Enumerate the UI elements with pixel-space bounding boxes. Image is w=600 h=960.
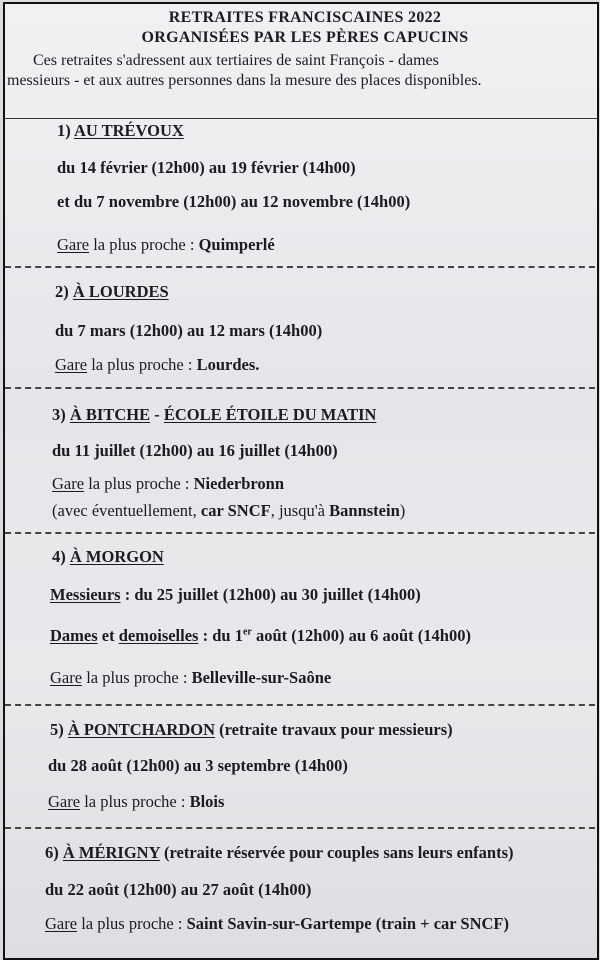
gare-suffix: la plus proche : (80, 792, 190, 811)
gare-line (55, 355, 259, 375)
section-heading (52, 405, 376, 425)
date-line (50, 626, 471, 646)
section-number: 4) (52, 547, 70, 566)
gare-suffix: la plus proche : (82, 668, 192, 687)
note-bold: Bannstein (329, 501, 400, 520)
gare-note (52, 501, 405, 521)
section-number: 2) (55, 282, 73, 301)
gare-suffix: la plus proche : (89, 235, 199, 254)
section-place: À MÉRIGNY (62, 843, 160, 862)
section-place: À LOURDES (72, 282, 169, 301)
section-separator: - (150, 405, 164, 424)
date-line: du 14 février (12h00) au 19 février (14h00) (57, 158, 356, 177)
header-divider (5, 118, 599, 119)
section-number: 3) (52, 405, 70, 424)
gare-station: Lourdes. (196, 355, 260, 374)
section-place: AU TRÉVOUX (73, 121, 184, 140)
intro-line-2: messieurs - et aux autres personnes dans la mesure des places disponibles. (7, 72, 482, 89)
section-place-detail: ÉCOLE ÉTOILE DU MATIN (163, 405, 377, 424)
gare-station: Niederbronn (193, 474, 285, 493)
section-divider (5, 827, 599, 829)
gare-line (50, 668, 331, 688)
date-line: du 28 août (12h00) au 3 septembre (14h00) (48, 756, 348, 775)
group-dates: : du 1 (198, 626, 243, 645)
section-divider (5, 532, 599, 534)
section-note: (retraite travaux pour messieurs) (215, 720, 453, 739)
document-header (5, 8, 599, 91)
gare-line (45, 914, 509, 934)
gare-station: Saint Savin-sur-Gartempe (train + car SNCF) (186, 914, 509, 933)
note-text: ) (399, 501, 406, 520)
section-divider (5, 387, 599, 389)
gare-station: Quimperlé (198, 235, 275, 254)
document-page (3, 2, 599, 960)
gare-label: Gare (50, 668, 83, 687)
group-label: Dames (50, 626, 98, 645)
date-line: et du 7 novembre (12h00) au 12 novembre (14h00) (57, 192, 411, 211)
gare-suffix: la plus proche : (84, 474, 194, 493)
section-place: À PONTCHARDON (67, 720, 215, 739)
note-text: (avec éventuellement, (52, 501, 201, 520)
section-place: À BITCHE (69, 405, 151, 424)
ordinal-superscript: er (242, 626, 252, 638)
date-line: du 7 mars (12h00) au 12 mars (14h00) (55, 321, 323, 340)
gare-line (48, 792, 224, 812)
date-line (50, 585, 421, 605)
gare-line (57, 235, 275, 255)
intro-line-1: Ces retraites s'adressent aux tertiaires de saint François - dames (33, 52, 439, 69)
section-heading (55, 282, 169, 302)
section-heading (52, 547, 164, 567)
title-line-1: RETRAITES FRANCISCAINES 2022 (168, 9, 442, 26)
gare-suffix: la plus proche : (77, 914, 187, 933)
date-line: du 22 août (12h00) au 27 août (14h00) (45, 880, 312, 899)
gare-label: Gare (57, 235, 90, 254)
section-divider (5, 704, 599, 706)
gare-label: Gare (45, 914, 78, 933)
group-label-joiner: et (97, 626, 119, 645)
gare-suffix: la plus proche : (87, 355, 197, 374)
section-divider (5, 266, 599, 268)
gare-station: Belleville-sur-Saône (191, 668, 332, 687)
section-number: 5) (50, 720, 68, 739)
gare-label: Gare (48, 792, 81, 811)
section-number: 1) (57, 121, 74, 140)
section-place: À MORGON (69, 547, 164, 566)
date-line: du 11 juillet (12h00) au 16 juillet (14h00) (52, 441, 338, 460)
note-text: , jusqu'à (270, 501, 330, 520)
note-bold: car SNCF (200, 501, 271, 520)
group-dates: août (12h00) au 6 août (14h00) (251, 626, 471, 645)
gare-label: Gare (55, 355, 88, 374)
gare-line (52, 474, 284, 494)
title-line-2: ORGANISÉES PAR LES PÈRES CAPUCINS (141, 29, 469, 46)
group-dates: : du 25 juillet (12h00) au 30 juillet (14h00) (120, 585, 421, 604)
group-label: Messieurs (50, 585, 121, 604)
section-number: 6) (45, 843, 63, 862)
section-heading (50, 720, 453, 740)
gare-label: Gare (52, 474, 85, 493)
section-note: (retraite réservée pour couples sans leurs enfants) (159, 843, 514, 862)
section-heading (45, 843, 514, 863)
group-label: demoiselles (118, 626, 199, 645)
section-heading (57, 121, 184, 141)
gare-station: Blois (189, 792, 225, 811)
